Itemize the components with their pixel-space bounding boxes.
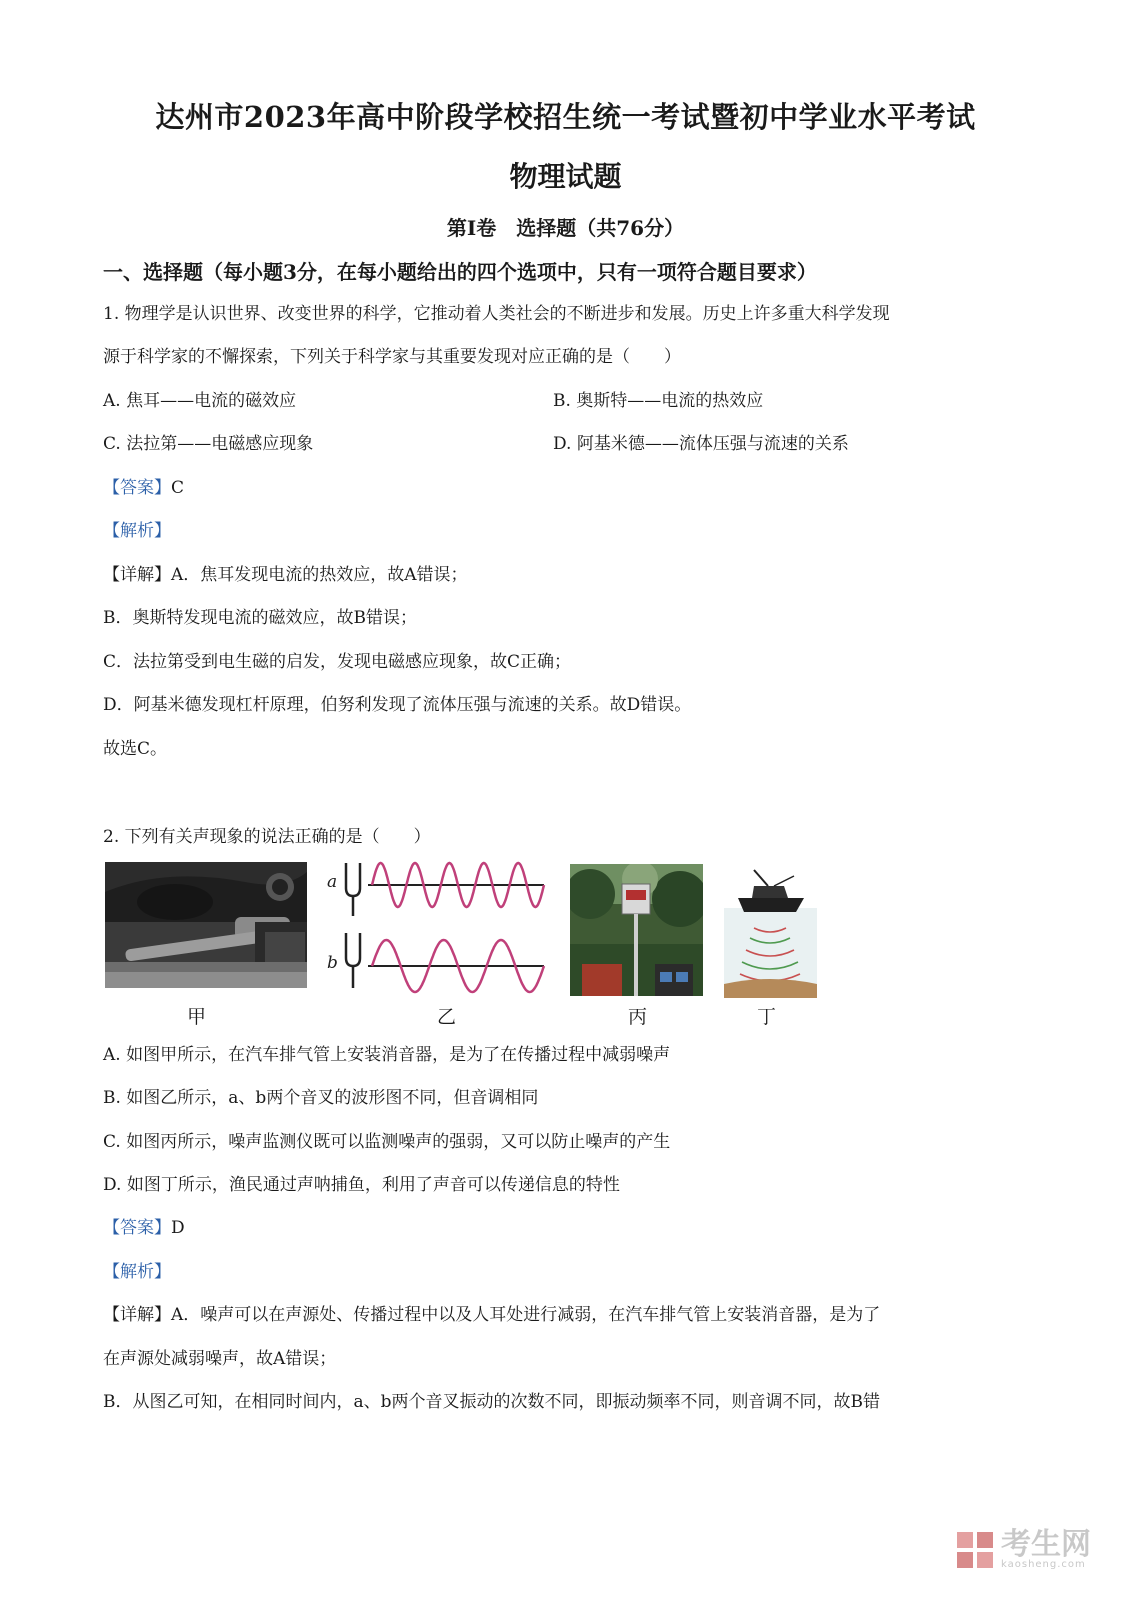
fork-b-label: b [327, 953, 338, 973]
q1-option-b: B. 奥斯特——电流的热效应 [553, 391, 764, 411]
q1-detail-1 [103, 560, 468, 585]
q2-option-b: B. 如图乙所示，a、b两个音叉的波形图不同，但音调相同 [103, 1088, 539, 1108]
q1-detail-5: 故选C。 [103, 739, 168, 759]
figure-bing-noise-monitor-photo [570, 864, 703, 996]
q1-answer [103, 473, 184, 498]
q1-option-c: C. 法拉第——电磁感应现象 [103, 434, 314, 454]
q1-stem-line2: 源于科学家的不懈探索，下列关于科学家与其重要发现对应正确的是（ ） [103, 347, 681, 367]
detail-text: A．噪声可以在声源处、传播过程中以及人耳处进行减弱，在汽车排气管上安装消音器，是为了 [171, 1305, 881, 1325]
q2-option-a: A. 如图甲所示，在汽车排气管上安装消音器，是为了在传播过程中减弱噪声 [103, 1045, 671, 1065]
q1-analysis-tag: 【解析】 [103, 521, 171, 541]
q1-option-d: D. 阿基米德——流体压强与流速的关系 [553, 434, 849, 454]
detail-text: A．焦耳发现电流的热效应，故A错误； [171, 565, 468, 585]
detail-tag: 【详解】 [103, 1305, 171, 1325]
figure-jia-exhaust-photo [105, 862, 307, 988]
q1-stem-line1: 1. 物理学是认识世界、改变世界的科学，它推动着人类社会的不断进步和发展。历史上许多重大科学发现 [103, 304, 890, 324]
watermark-domain: kaosheng.com [1001, 1559, 1086, 1570]
q1-option-a: A. 焦耳——电流的磁效应 [103, 391, 297, 411]
figure-label-jia: 甲 [187, 1006, 207, 1028]
tuning-fork-b-icon [346, 933, 360, 988]
exam-title: 达州市2023年高中阶段学校招生统一考试暨初中学业水平考试 [155, 100, 976, 134]
q2-analysis-tag: 【解析】 [103, 1262, 171, 1282]
answer-value: C [171, 478, 185, 498]
figure-label-ding: 丁 [757, 1006, 777, 1028]
q2-detail-1b: 在声源处减弱噪声，故A错误； [103, 1349, 337, 1369]
section-heading: 第Ⅰ卷 选择题（共76分） [446, 216, 685, 240]
figure-yi-tuning-fork-waves [322, 858, 552, 998]
detail-tag: 【详解】 [103, 565, 171, 585]
answer-value: D [171, 1218, 185, 1238]
q2-answer [103, 1213, 185, 1238]
q2-option-d: D. 如图丁所示，渔民通过声呐捕鱼，利用了声音可以传递信息的特性 [103, 1175, 620, 1195]
watermark [955, 1527, 1091, 1570]
q2-detail-2: B．从图乙可知，在相同时间内，a、b两个音叉振动的次数不同，即振动频率不同，则音调不同，故B错 [103, 1392, 881, 1412]
answer-tag: 【答案】 [103, 478, 171, 498]
part-heading: 一、选择题（每小题3分，在每小题给出的四个选项中，只有一项符合题目要求） [103, 260, 817, 284]
q2-detail-1a [103, 1300, 880, 1325]
answer-tag: 【答案】 [103, 1218, 171, 1238]
tuning-fork-a-icon [346, 863, 360, 916]
q2-stem: 2. 下列有关声现象的说法正确的是（ ） [103, 827, 431, 847]
q1-detail-2: B．奥斯特发现电流的磁效应，故B错误； [103, 608, 417, 628]
kaosheng-logo-icon [955, 1530, 995, 1570]
exam-subtitle: 物理试题 [509, 160, 622, 193]
figure-label-yi: 乙 [437, 1006, 457, 1028]
q1-detail-3: C．法拉第受到电生磁的启发，发现电磁感应现象，故C正确； [103, 652, 572, 672]
q2-option-c: C. 如图丙所示，噪声监测仪既可以监测噪声的强弱，又可以防止噪声的产生 [103, 1132, 671, 1152]
watermark-brand: 考生网 [1001, 1527, 1091, 1562]
figure-label-bing: 丙 [628, 1006, 648, 1028]
fork-a-label: a [327, 872, 338, 892]
figure-ding-sonar-boat [724, 864, 817, 998]
q1-detail-4: D．阿基米德发现杠杆原理，伯努利发现了流体压强与流速的关系。故D错误。 [103, 695, 692, 715]
